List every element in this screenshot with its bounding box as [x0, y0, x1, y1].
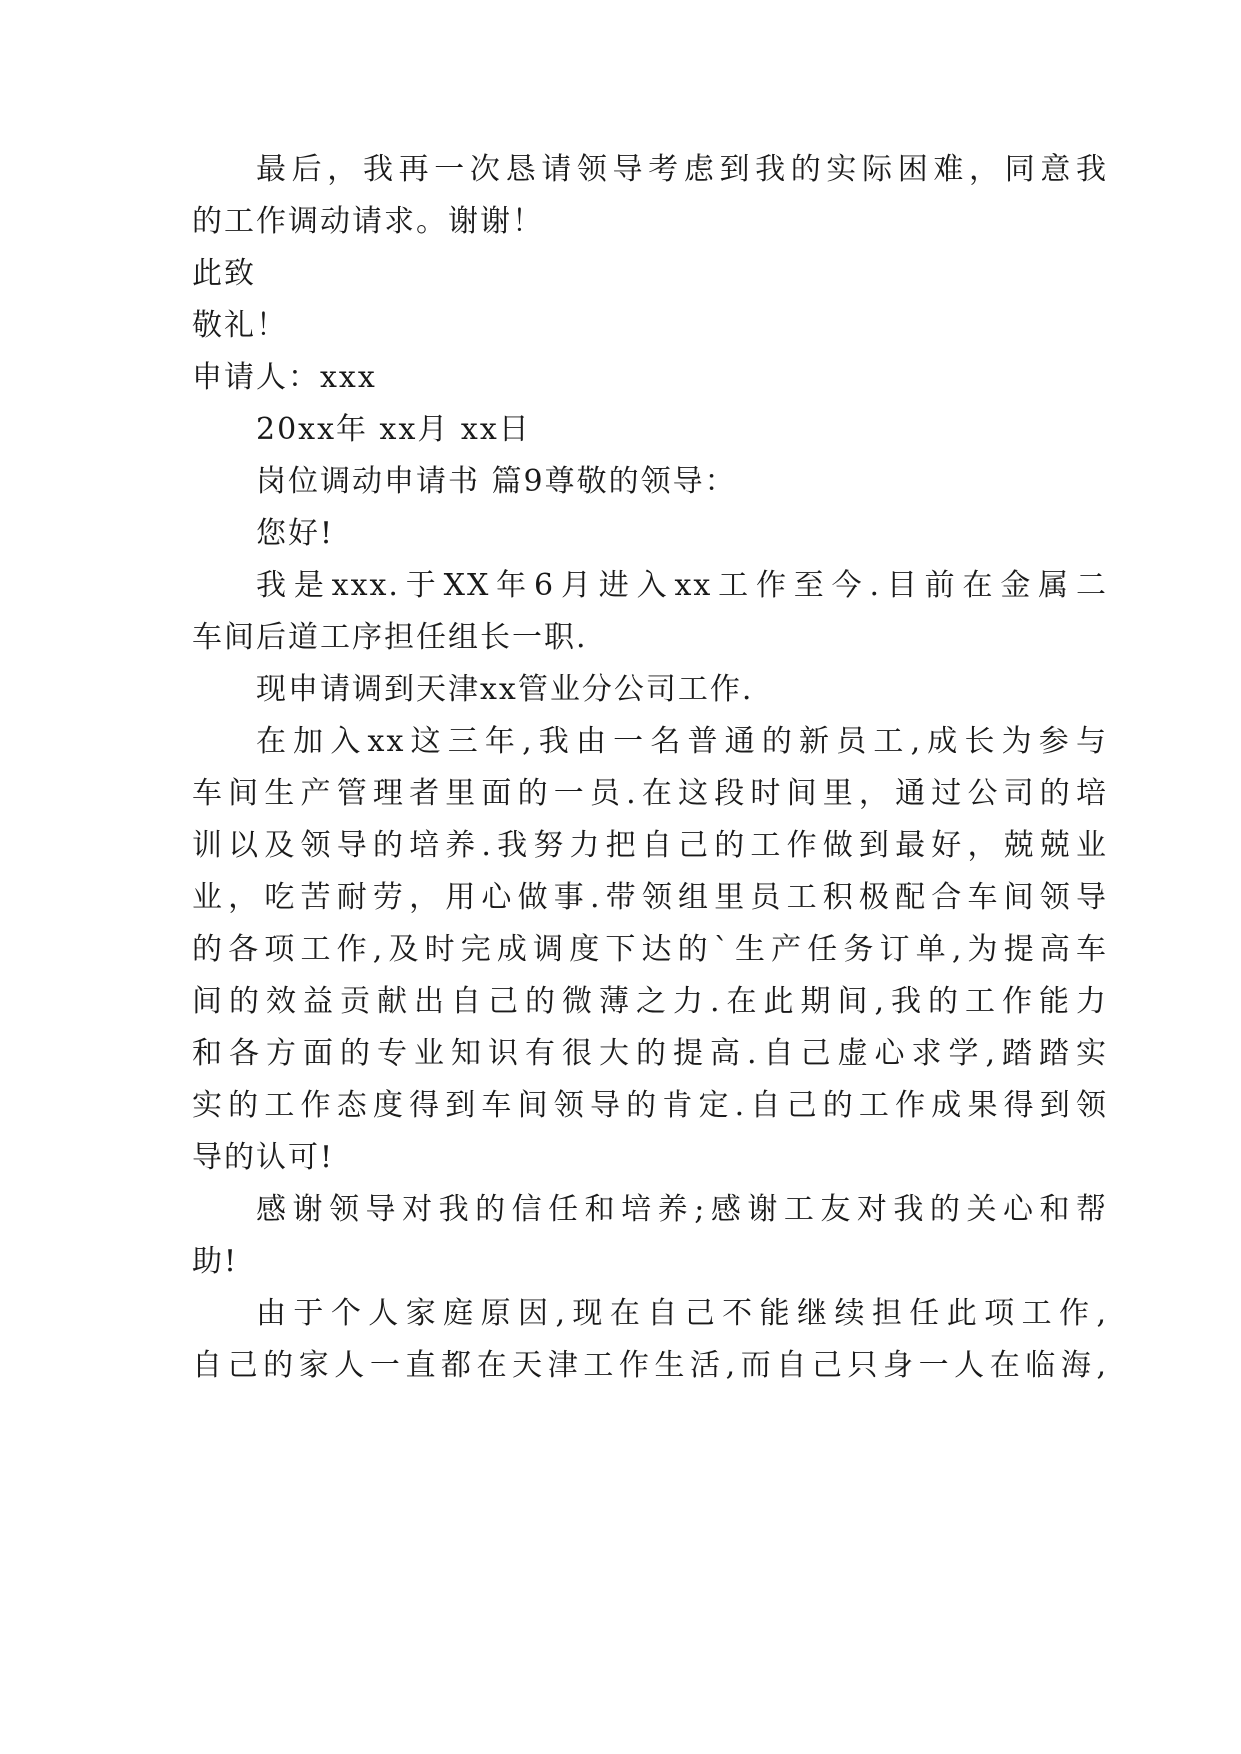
paragraph-line: 训以及领导的培养.我努力把自己的工作做到最好，兢兢业	[192, 828, 1108, 863]
paragraph-line: 由于个人家庭原因,现在自己不能继续担任此项工作,	[256, 1296, 1108, 1331]
paragraph-line: 的各项工作,及时完成调度下达的`生产任务订单,为提高车	[192, 932, 1108, 967]
closing-salutation: 此致	[192, 256, 256, 291]
paragraph-line: 我是xxx.于XX年6月进入xx工作至今.目前在金属二	[256, 568, 1108, 603]
paragraph-line: 感谢领导对我的信任和培养;感谢工友对我的关心和帮	[256, 1192, 1108, 1227]
paragraph-line: 最后，我再一次恳请领导考虑到我的实际困难，同意我	[256, 152, 1108, 187]
closing-regards: 敬礼！	[192, 308, 288, 343]
section-title: 岗位调动申请书 篇9尊敬的领导：	[256, 464, 737, 499]
paragraph-line: 间的效益贡献出自己的微薄之力.在此期间,我的工作能力	[192, 984, 1108, 1019]
applicant-signature: 申请人：xxx	[192, 360, 377, 395]
paragraph-line: 和各方面的专业知识有很大的提高.自己虚心求学,踏踏实	[192, 1036, 1108, 1071]
paragraph-line: 自己的家人一直都在天津工作生活,而自己只身一人在临海,	[192, 1348, 1108, 1383]
paragraph-line: 导的认可!	[192, 1140, 335, 1175]
paragraph-line: 车间后道工序担任组长一职.	[192, 620, 588, 655]
paragraph-line: 现申请调到天津xx管业分公司工作.	[256, 672, 754, 707]
paragraph-line: 的工作调动请求。谢谢！	[192, 204, 544, 239]
date-line: 20xx年 xx月 xx日	[256, 412, 531, 447]
paragraph-line: 车间生产管理者里面的一员.在这段时间里，通过公司的培	[192, 776, 1108, 811]
paragraph-line: 在加入xx这三年,我由一名普通的新员工,成长为参与	[256, 724, 1108, 759]
greeting: 您好!	[256, 516, 335, 551]
paragraph-line: 业，吃苦耐劳，用心做事.带领组里员工积极配合车间领导	[192, 880, 1108, 915]
paragraph-line: 助!	[192, 1244, 239, 1279]
paragraph-line: 实的工作态度得到车间领导的肯定.自己的工作成果得到领	[192, 1088, 1108, 1123]
